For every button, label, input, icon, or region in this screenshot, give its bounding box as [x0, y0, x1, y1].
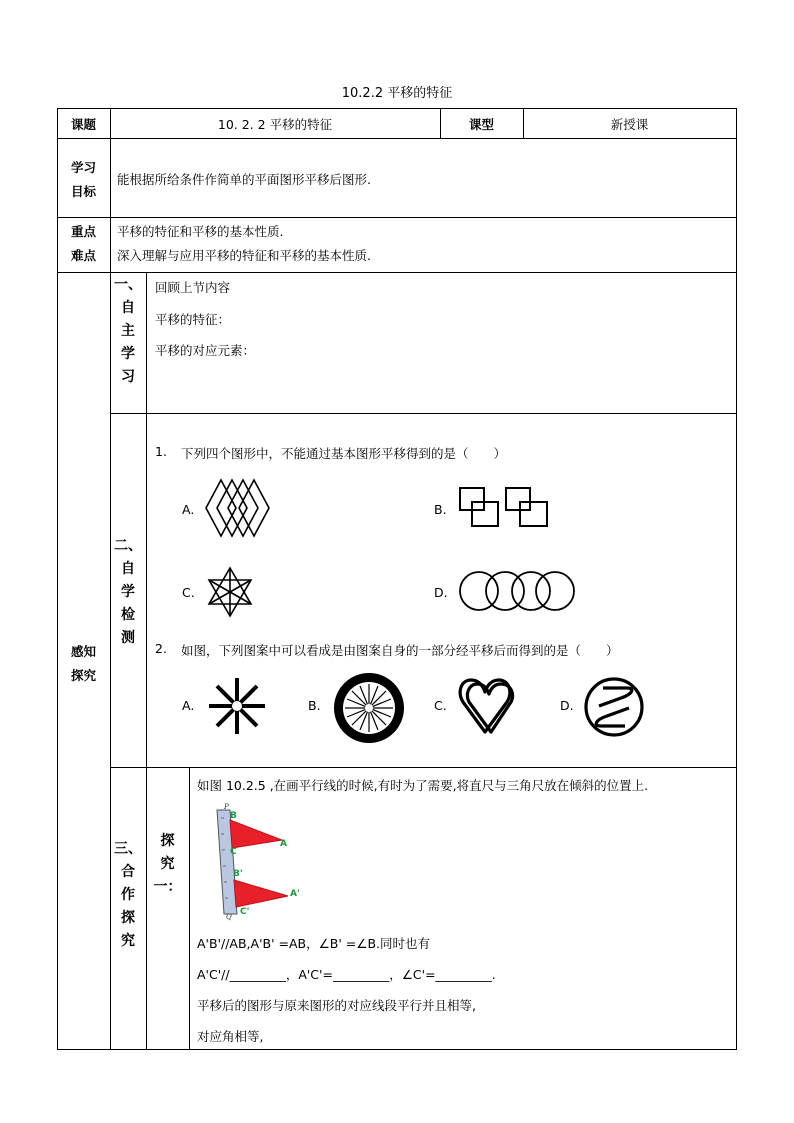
figure-label-q: Q	[226, 913, 232, 921]
document-title: 10.2.2 平移的特征	[341, 86, 453, 101]
q1-figure-c-star	[204, 566, 256, 618]
table-rule	[110, 413, 737, 414]
section3-line3: 平移后的图形与原来图形的对应线段平行并且相等,	[197, 998, 476, 1013]
q1-number: 1.	[155, 444, 167, 459]
figure-label-b: B	[230, 811, 237, 821]
figure-label-a: A	[280, 839, 287, 849]
table-rule	[189, 767, 190, 1050]
table-rule	[57, 217, 737, 218]
q2-option-d: D.	[560, 698, 574, 713]
perception-label-line1: 感知	[70, 644, 96, 659]
type-label: 课型	[468, 117, 494, 132]
key-points-label-line1: 重点	[70, 224, 96, 239]
q2-figure-d-logo	[583, 676, 645, 738]
q1-figure-b-squares	[458, 485, 552, 529]
goals-text: 能根据所给条件作简单的平面图形平移后图形.	[117, 172, 371, 187]
key-points-line1: 平移的特征和平移的基本性质.	[117, 224, 284, 239]
figure-label-b-prime: B'	[233, 869, 243, 879]
figure-label-p: P	[224, 803, 229, 811]
q1-text: 下列四个图形中，不能通过基本图形平移得到的是（ ）	[181, 446, 507, 461]
table-border-bottom	[57, 1049, 737, 1050]
table-rule	[57, 272, 737, 273]
section3-line1: A'B'//AB,A'B' =AB，∠B' =∠B.同时也有	[197, 936, 431, 951]
goals-label-line2: 目标	[70, 184, 96, 199]
section1-label: 一、 自 主 学 习	[114, 277, 142, 385]
q2-option-a: A.	[182, 698, 195, 713]
section3-sub-label: 探 究 一：	[153, 833, 182, 895]
ruler-triangle-figure	[212, 804, 324, 920]
q1-option-c: C.	[182, 585, 195, 600]
section3-line4: 对应角相等,	[197, 1029, 264, 1044]
q2-figure-a-asterisk	[207, 676, 267, 736]
perception-label-line2: 探究	[70, 668, 96, 683]
course-value: 10. 2. 2 平移的特征	[217, 117, 333, 132]
key-points-label-line2: 难点	[70, 248, 96, 263]
key-points-line2: 深入理解与应用平移的特征和平移的基本性质.	[117, 248, 371, 263]
table-rule	[110, 767, 737, 768]
section1-line1: 回顾上节内容	[155, 280, 231, 295]
q2-text: 如图，下列图案中可以看成是由图案自身的一部分经平移后而得到的是（ ）	[181, 643, 619, 658]
type-value: 新授课	[610, 117, 649, 132]
table-border-right	[736, 108, 737, 1050]
q2-option-b: B.	[308, 698, 321, 713]
section3-intro: 如图 10.2.5 ,在画平行线的时候,有时为了需要,将直尺与三角尺放在倾斜的位置上.	[197, 778, 649, 793]
q2-number: 2.	[155, 641, 167, 656]
table-rule	[146, 272, 147, 1050]
q1-option-a: A.	[182, 502, 195, 517]
q1-option-d: D.	[434, 585, 448, 600]
figure-label-a-prime: A'	[290, 889, 300, 899]
section3-label: 三、 合 作 探 究	[114, 841, 142, 949]
section2-label: 二、 自 学 检 测	[114, 538, 142, 646]
q2-figure-b-sunburst	[333, 672, 405, 744]
section1-line2: 平移的特征：	[155, 312, 231, 327]
table-rule	[57, 138, 737, 139]
q2-option-c: C.	[434, 698, 447, 713]
figure-label-c: C	[230, 847, 237, 857]
figure-label-c-prime: C'	[240, 907, 250, 917]
course-label: 课题	[70, 117, 96, 132]
q1-figure-a-diamonds	[205, 478, 277, 538]
goals-label-line1: 学习	[70, 160, 96, 175]
section1-line3: 平移的对应元素：	[155, 343, 256, 358]
table-border-top	[57, 108, 737, 109]
q2-figure-c-heart	[457, 676, 519, 736]
q1-figure-d-circles	[458, 570, 576, 614]
q1-option-b: B.	[434, 502, 447, 517]
section3-line2: A'C'//_________，A'C'=_________，∠C'=_________.	[197, 967, 496, 982]
